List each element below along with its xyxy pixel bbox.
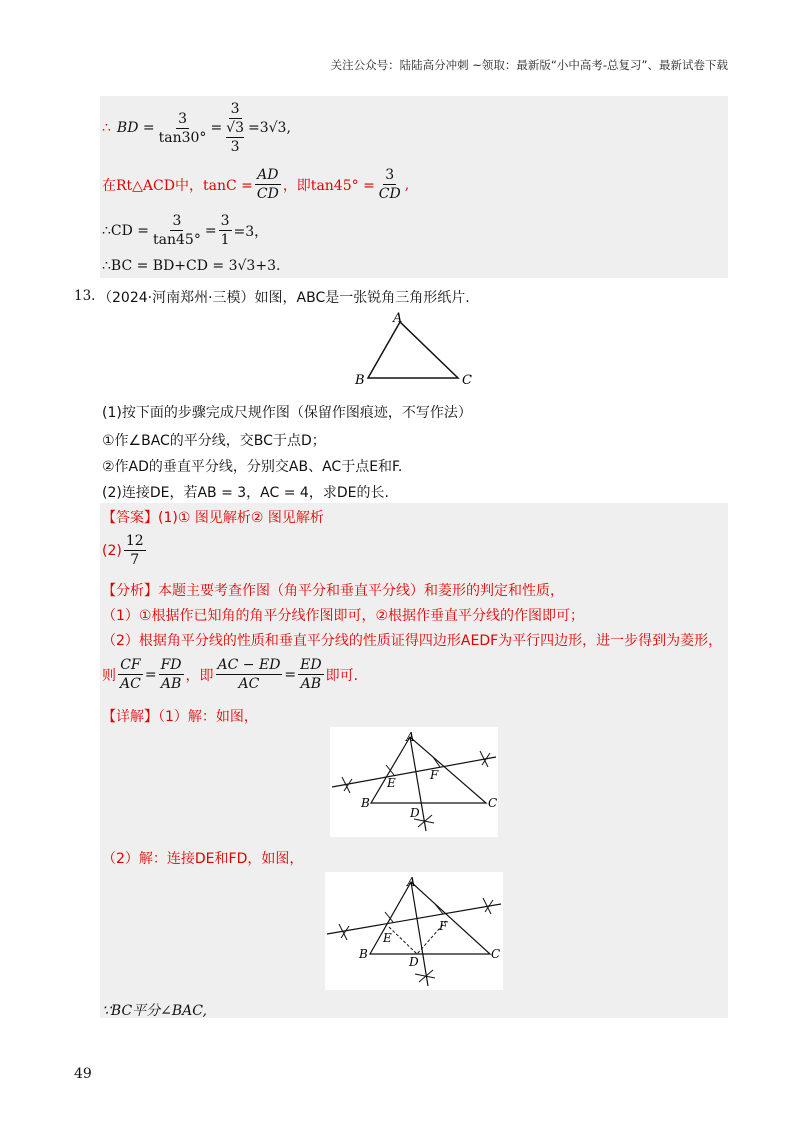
construction-figure-2 xyxy=(325,872,503,990)
svg-text:F: F xyxy=(439,919,448,933)
question-part2: (2)连接DE，若AB = 3，AC = 4，求DE的长. xyxy=(102,485,389,501)
label-b: B xyxy=(355,373,365,388)
solution-line-tanc: 在Rt△ACD中，tanC = $\frac{AD}{CD}$ ，即tan45° = $\frac{3}{CD}$ , xyxy=(102,167,410,202)
svg-text:B: B xyxy=(361,796,370,810)
solution-line-bc: ∴BC = BD+CD = 3√3+3. xyxy=(102,258,281,274)
svg-text:C: C xyxy=(488,796,498,810)
svg-text:E: E xyxy=(387,776,396,790)
svg-text:C: C xyxy=(491,947,501,961)
detail-line-1: 【详解】（1）解：如图， xyxy=(102,709,258,725)
svg-text:A: A xyxy=(407,875,416,889)
fraction: $\frac{AC - ED}{AC}$ xyxy=(217,657,281,692)
question-part1: (1)按下面的步骤完成尺规作图（保留作图痕迹，不写作法） xyxy=(102,405,472,421)
svg-text:F: F xyxy=(430,768,439,782)
svg-text:D: D xyxy=(409,955,419,969)
svg-text:D: D xyxy=(410,806,420,820)
fraction: $\frac{12}{7}$ xyxy=(125,533,144,568)
analysis-line-4: 则 $\frac{CF}{AC}$ = $\frac{FD}{AB}$ ，即 $\frac{AC - ED}{AC}$ = $\frac{ED}{AB}$ 即可. xyxy=(102,657,359,692)
question-text: （2024·河南郑州·三模）如图，ABC是一张锐角三角形纸片. xyxy=(98,290,470,306)
triangle-abc xyxy=(368,322,458,378)
fraction: $\frac{CF}{AC}$ xyxy=(120,657,141,692)
construction-svg-1 xyxy=(330,727,498,837)
answer-part2: (2) $\frac{12}{7}$ xyxy=(102,533,144,568)
fraction: $\frac{3}{\tan 45^\circ}$ xyxy=(153,213,201,248)
label-a: A xyxy=(393,311,403,326)
solution-line-cd: ∴CD = $\frac{3}{\tan 45^\circ}$ = $\frac{3}{1}$ =3， xyxy=(102,213,269,248)
fraction: $\frac{3}{CD}$ xyxy=(378,167,401,202)
fraction: $\frac{ED}{AB}$ xyxy=(300,657,322,692)
fraction: $\frac{3}{1}$ xyxy=(220,213,230,248)
fraction: 3 √3 3 xyxy=(226,101,244,155)
svg-text:E: E xyxy=(383,931,392,945)
detail-line-2: （2）解：连接DE和FD，如图， xyxy=(102,851,304,867)
detail-line-3: ∵BC平分∠BAC, xyxy=(102,1003,207,1019)
analysis-line-3: （2）根据角平分线的性质和垂直平分线的性质证得四边形AEDF为平行四边形，进一步得到为菱形， xyxy=(102,633,723,649)
solution-line-bd: ∴ BD = $\frac{3}{\tan 30^\circ}$ = 3 √3 3 =3√3, xyxy=(102,101,291,155)
fraction: $\frac{FD}{AB}$ xyxy=(160,657,182,692)
construction-figure-1 xyxy=(330,727,498,837)
svg-text:A: A xyxy=(406,730,415,744)
page-number: 49 xyxy=(74,1066,92,1082)
fraction: $\frac{AD}{CD}$ xyxy=(256,167,279,202)
question-number: 13. xyxy=(74,288,96,304)
svg-text:B: B xyxy=(359,947,368,961)
analysis-line-1: 【分析】本题主要考查作图（角平分和垂直平分线）和菱形的判定和性质， xyxy=(102,583,564,599)
question-step2: ②作AD的垂直平分线，分别交AB、AC于点E和F. xyxy=(102,459,403,475)
fraction: $\frac{3}{\tan 30^\circ}$ xyxy=(158,110,207,146)
label-c: C xyxy=(462,373,472,388)
triangle-figure xyxy=(350,310,480,390)
analysis-line-2: （1）①根据作已知角的角平分线作图即可，②根据作垂直平分线的作图即可； xyxy=(102,608,585,624)
answer-line: 【答案】(1)① 图见解析② 图见解析 xyxy=(102,510,324,526)
question-step1: ①作∠BAC的平分线，交BC于点D； xyxy=(102,433,326,449)
construction-svg-2 xyxy=(325,872,503,990)
page-header: 关注公众号：陆陆高分冲刺 ~领取：最新版“小中高考-总复习”、最新试卷下载 xyxy=(330,58,728,72)
